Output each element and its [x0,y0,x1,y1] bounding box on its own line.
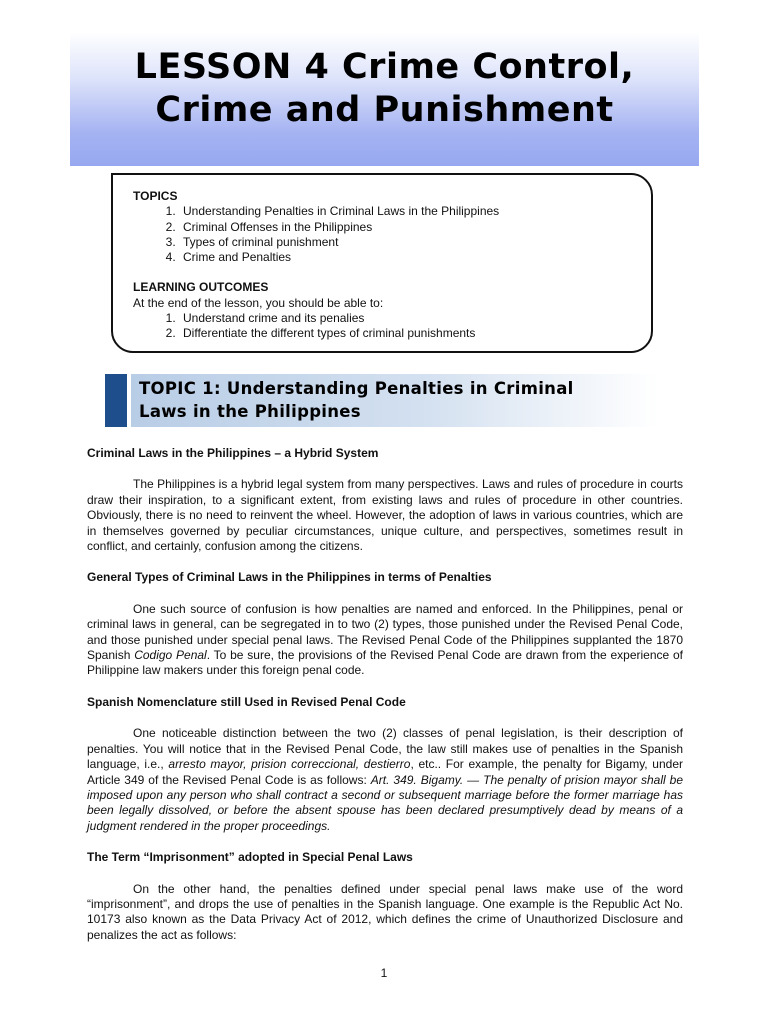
topic-item: 3. Types of criminal punishment [179,235,651,250]
topic-heading-line2: Laws in the Philippines [139,402,361,421]
italic-quote: Art. 349. Bigamy. — The penalty of prision mayor shall be imposed upon any person who shall contract a second or subsequent marriage before the former marriage has been legally dissolved, or before the absent spouse has been declared presumptively dead by means of a judgment rendered in the proper proceedings. [87,772,683,833]
topics-list [133,204,651,265]
section-paragraph: The Philippines is a hybrid legal system from many perspectives. Laws and rules of procedure in courts draw their inspiration, to a significant extent, from existing laws and rules of procedure in other countries. Obviously, there is no need to reinvent the wheel. However, the adoption of laws in various countries, which are in themselves governed by peculiar circumstances, unique culture, and perspectives, sometimes result in conflict, and certainly, confusion among the citizens. [87,477,683,554]
lesson-title [70,32,699,132]
outcome-item: 2. Differentiate the different types of criminal punishments [179,326,651,341]
section-heading: Spanish Nomenclature still Used in Revised Penal Code [87,694,406,709]
paragraph-text: . To be sure, the provisions of the Revised Penal Code are drawn from the experience of Philippine law makers under this foreign penal code. [87,648,683,678]
topic-bar-accent [105,374,127,427]
paragraph-text: One such source of confusion is how penalties are named and enforced. In the Philippines, penal or criminal laws in general, can be segregated in to two (2) types, those punished under the Revised Penal Code, and those punished under special penal laws. The Revised Penal Code of the Philippines supplanted the 1870 Spanish [87,601,683,663]
italic-term: Codigo Penal [134,648,207,663]
section-paragraph: On the other hand, the penalties defined under special penal laws make use of the word “imprisonment”, and drops the use of penalties in the Spanish language. One example is the Republic Act No. 10173 also known as the Data Privacy Act of 2012, which defines the crime of Unauthorized Disclosure and penalizes the act as follows: [87,881,683,942]
paragraph-text: One noticeable distinction between the two (2) classes of penal legislation, is their description of penalties. You will notice that in the Revised Penal Code, the law still makes use of penalties in the Spanish language, i.e., [87,726,683,772]
topics-box [111,173,653,353]
outcomes-heading: LEARNING OUTCOMES [133,280,269,295]
section-heading: General Types of Criminal Laws in the Philippines in terms of Penalties [87,570,492,585]
lesson-content [87,446,683,959]
lesson-title-line1: LESSON 4 Crime Control, [134,47,635,87]
outcome-item: 1. Understand crime and its penalies [179,311,651,326]
lesson-title-line2: Crime and Punishment [155,90,614,130]
outcomes-list [133,311,651,342]
section-paragraph [87,602,683,679]
topic-item: 2. Criminal Offenses in the Philippines [179,220,651,235]
paragraph-text: , etc.. For example, the penalty for Bigamy, under Article 349 of the Revised Penal Code is as follows: [87,757,683,787]
topics-heading: TOPICS [133,189,178,203]
topic-heading-line1: TOPIC 1: Understanding Penalties in Criminal [139,379,574,398]
topic-heading-bar [105,374,658,427]
italic-terms: arresto mayor, prision correccional, destierro [168,757,411,772]
section-heading: Criminal Laws in the Philippines – a Hybrid System [87,446,379,460]
section-heading: The Term “Imprisonment” adopted in Special Penal Laws [87,850,413,865]
lesson-title-banner [70,32,699,166]
page-number: 1 [380,966,388,980]
topic-item: 1. Understanding Penalties in Criminal Laws in the Philippines [179,204,651,219]
outcomes-intro: At the end of the lesson, you should be able to: [133,295,384,310]
section-paragraph [87,726,683,834]
topic-heading [139,377,659,423]
topic-item: 4. Crime and Penalties [179,250,651,265]
